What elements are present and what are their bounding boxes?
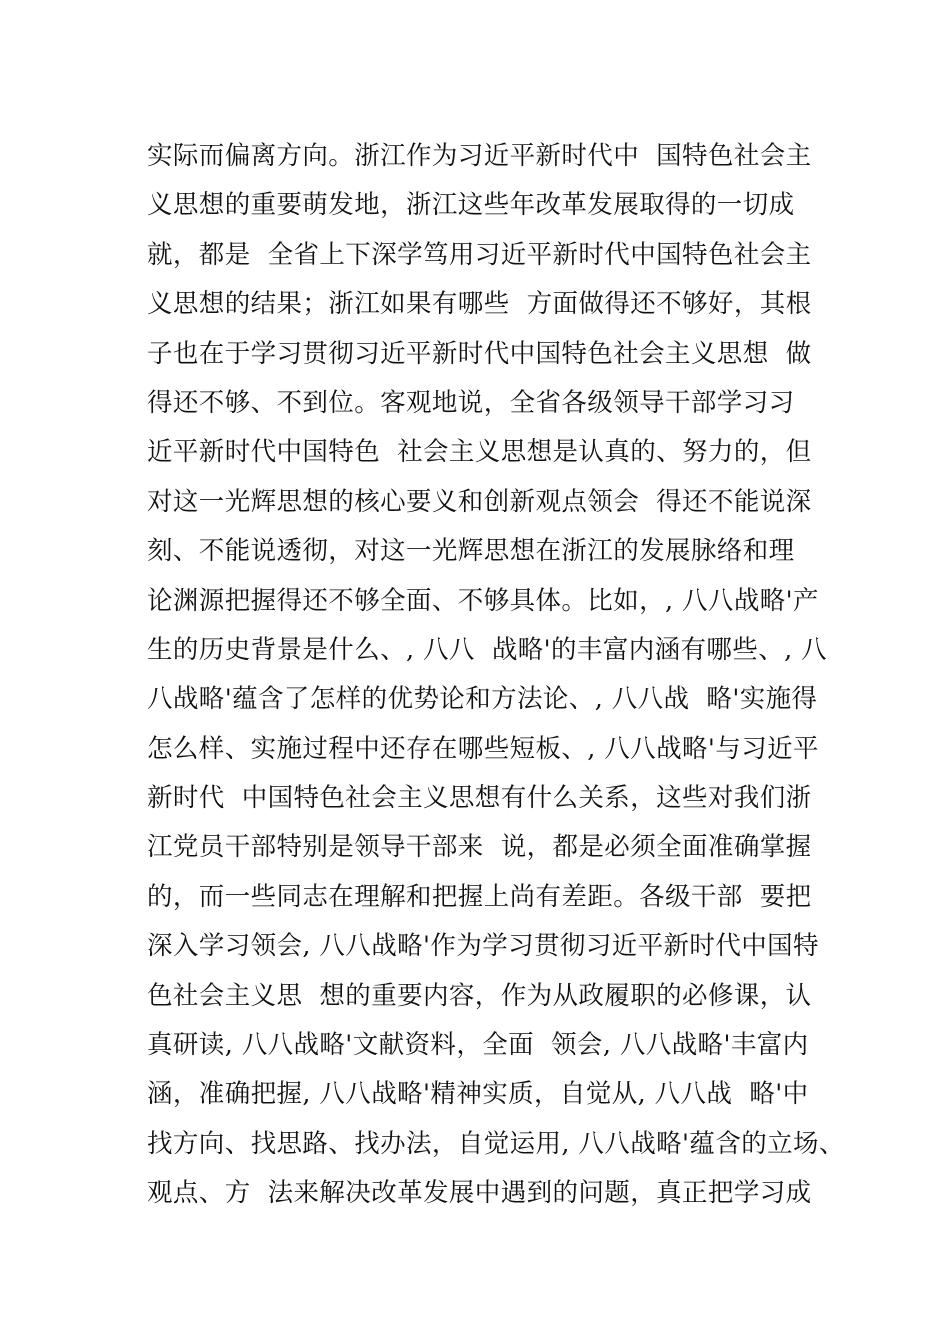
text-line: 八战略'蕴含了怎样的优势论和方法论、, 八八战 略'实施得 [147, 684, 818, 715]
text-line: 对这一光辉思想的核心要义和创新观点领会 得还不能说深 [147, 486, 812, 517]
body-paragraph [147, 132, 847, 1219]
text-line: 的，而一些同志在理解和把握上尚有差距。各级干部 要把 [147, 881, 812, 912]
text-line: 色社会主义思 想的重要内容，作为从政履职的必修课，认 [147, 980, 812, 1011]
text-line: 刻、不能说透彻，对这一光辉思想在浙江的发展脉络和理 [147, 536, 795, 567]
text-line: 江党员干部特别是领导干部来 说，都是必须全面准确掌握 [147, 832, 812, 863]
text-line: 论渊源把握得还不够全面、不够具体。比如，, 八八战略'产 [147, 585, 819, 616]
text-line: 子也在于学习贯彻习近平新时代中国特色社会主义思想 做 [147, 338, 812, 369]
text-line: 就，都是 全省上下深学笃用习近平新时代中国特色社会主 [147, 239, 812, 270]
text-line: 义思想的重要萌发地，浙江这些年改革发展取得的一切成 [147, 190, 795, 221]
text-line: 观点、方 法来解决改革发展中遇到的问题，真正把学习成 [147, 1178, 812, 1209]
text-line: 新时代 中国特色社会主义思想有什么关系，这些对我们浙 [147, 783, 812, 814]
text-line: 实际而偏离方向。浙江作为习近平新时代中 国特色社会主 [147, 141, 812, 171]
text-line: 找方向、找思路、找办法，自觉运用, 八八战略'蕴含的立场、 [147, 1128, 845, 1159]
text-line: 真研读, 八八战略'文献资料，全面 领会, 八八战略'丰富内 [147, 1030, 809, 1061]
text-line: 生的历史背景是什么、, 八八 战略'的丰富内涵有哪些、, 八 [147, 634, 828, 665]
text-line: 得还不够、不到位。客观地说，全省各级领导干部学习习 [147, 387, 795, 418]
text-line: 义思想的结果；浙江如果有哪些 方面做得还不够好，其根 [147, 289, 812, 320]
text-line: 怎么样、实施过程中还存在哪些短板、, 八八战略'与习近平 [147, 733, 819, 764]
text-line: 近平新时代中国特色 社会主义思想是认真的、努力的，但 [147, 437, 812, 468]
text-line: 深入学习领会, 八八战略'作为学习贯彻习近平新时代中国特 [147, 931, 819, 962]
text-line: 涵，准确把握, 八八战略'精神实质，自觉从, 八八战 略'中 [147, 1079, 809, 1110]
